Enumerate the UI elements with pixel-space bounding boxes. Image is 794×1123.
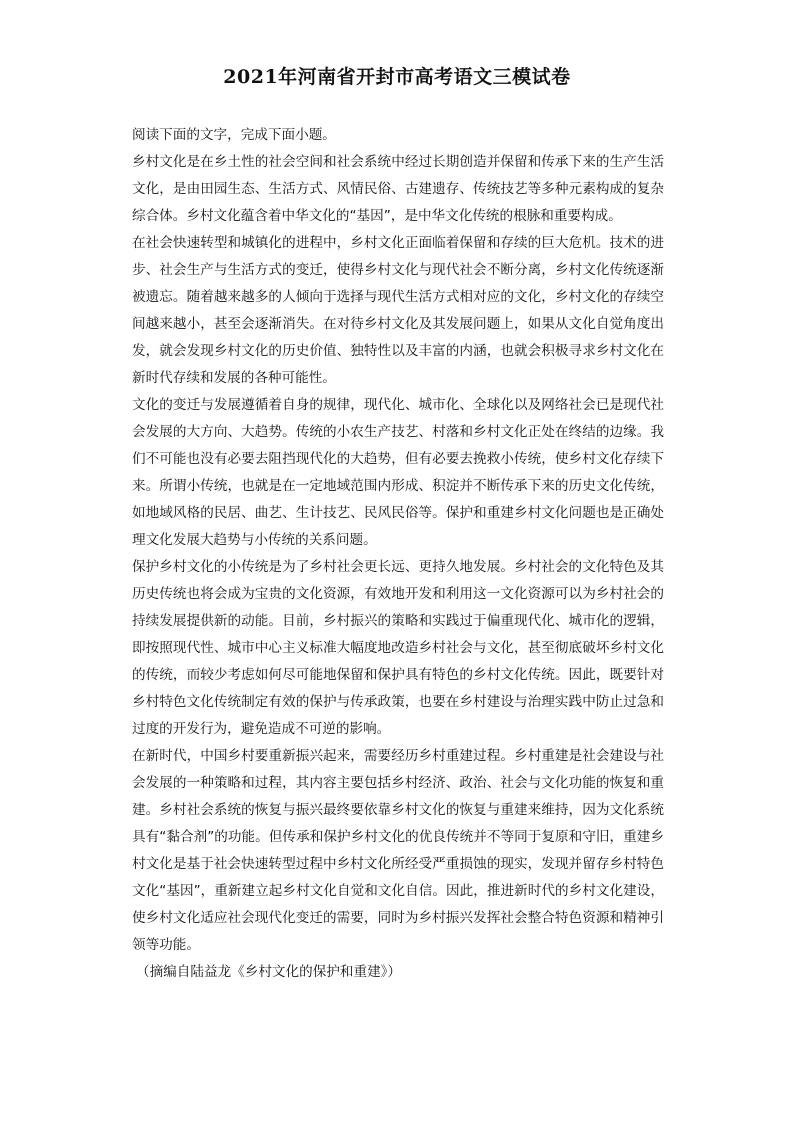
source-citation: （摘编自陆益龙《乡村文化的保护和重建》） [136,964,402,980]
document-title: 2021年河南省开封市高考语文三模试卷 [223,66,571,88]
instruction-text: 阅读下面的文字，完成下面小题。 [132,127,336,143]
paragraph-2: 在社会快速转型和城镇化的进程中，乡村文化正面临着保留和存续的巨大危机。技术的进步、社会生产与生活方式的变迁，使得乡村文化与现代社会不断分离，乡村文化传统逐渐被遗忘。随着越来越多的人倾向于选择与现代生活方式相对应的文化，乡村文化的存续空间越来越小，甚至会逐渐消失。在对待乡村文化及其发展问题上，如果从文化自觉角度出发，就会发现乡村文化的历史价值、独特性以及丰富的内涵，也就会积极寻求乡村文化在新时代存续和发展的各种可能性。 [132,235,664,386]
paragraph-5: 在新时代，中国乡村要重新振兴起来，需要经历乡村重建过程。乡村重建是社会建设与社会发展的一种策略和过程，其内容主要包括乡村经济、政治、社会与文化功能的恢复和重建。乡村社会系统的恢复与振兴最终要依靠乡村文化的恢复与重建来维持，因为文化系统具有“黏合剂”的功能。但传承和保护乡村文化的优良传统并不等同于复原和守旧，重建乡村文化是基于社会快速转型过程中乡村文化所经受严重损蚀的现实，发现并留存乡村特色文化“基因”，重新建立起乡村文化自觉和文化自信。因此，推进新时代的乡村文化建设，使乡村文化适应社会现代化变迁的需要，同时为乡村振兴发挥社会整合特色资源和精神引领等功能。 [132,748,664,953]
paragraph-3: 文化的变迁与发展遵循着自身的规律，现代化、城市化、全球化以及网络社会已是现代社会发展的大方向、大趋势。传统的小农生产技艺、村落和乡村文化正处在终结的边缘。我们不可能也没有必要去阻挡现代化的大趋势，但有必要去挽救小传统，使乡村文化存续下来。所谓小传统，也就是在一定地域范围内形成、积淀并不断传承下来的历史文化传统，如地域风格的民居、曲艺、生计技艺、民风民俗等。保护和重建乡村文化问题也是正确处理文化发展大趋势与小传统的关系问题。 [132,397,664,548]
paragraph-1: 乡村文化是在乡土性的社会空间和社会系统中经过长期创造并保留和传承下来的生产生活文化，是由田园生态、生活方式、风情民俗、古建遗存、传统技艺等多种元素构成的复杂综合体。乡村文化蕴含着中华文化的“基因”，是中华文化传统的根脉和重要构成。 [132,154,664,224]
paragraph-4: 保护乡村文化的小传统是为了乡村社会更长远、更持久地发展。乡村社会的文化特色及其历史传统也将会成为宝贵的文化资源，有效地开发和利用这一文化资源可以为乡村社会的持续发展提供新的动能。目前，乡村振兴的策略和实践过于偏重现代化、城市化的逻辑，即按照现代性、城市中心主义标准大幅度地改造乡村社会与文化，甚至彻底破坏乡村文化的传统，而较少考虑如何尽可能地保留和保护具有特色的乡村文化传统。因此，既要针对乡村特色文化传统制定有效的保护与传承政策，也要在乡村建设与治理实践中防止过急和过度的开发行为，避免造成不可逆的影响。 [132,559,664,737]
document-body [132,122,664,986]
